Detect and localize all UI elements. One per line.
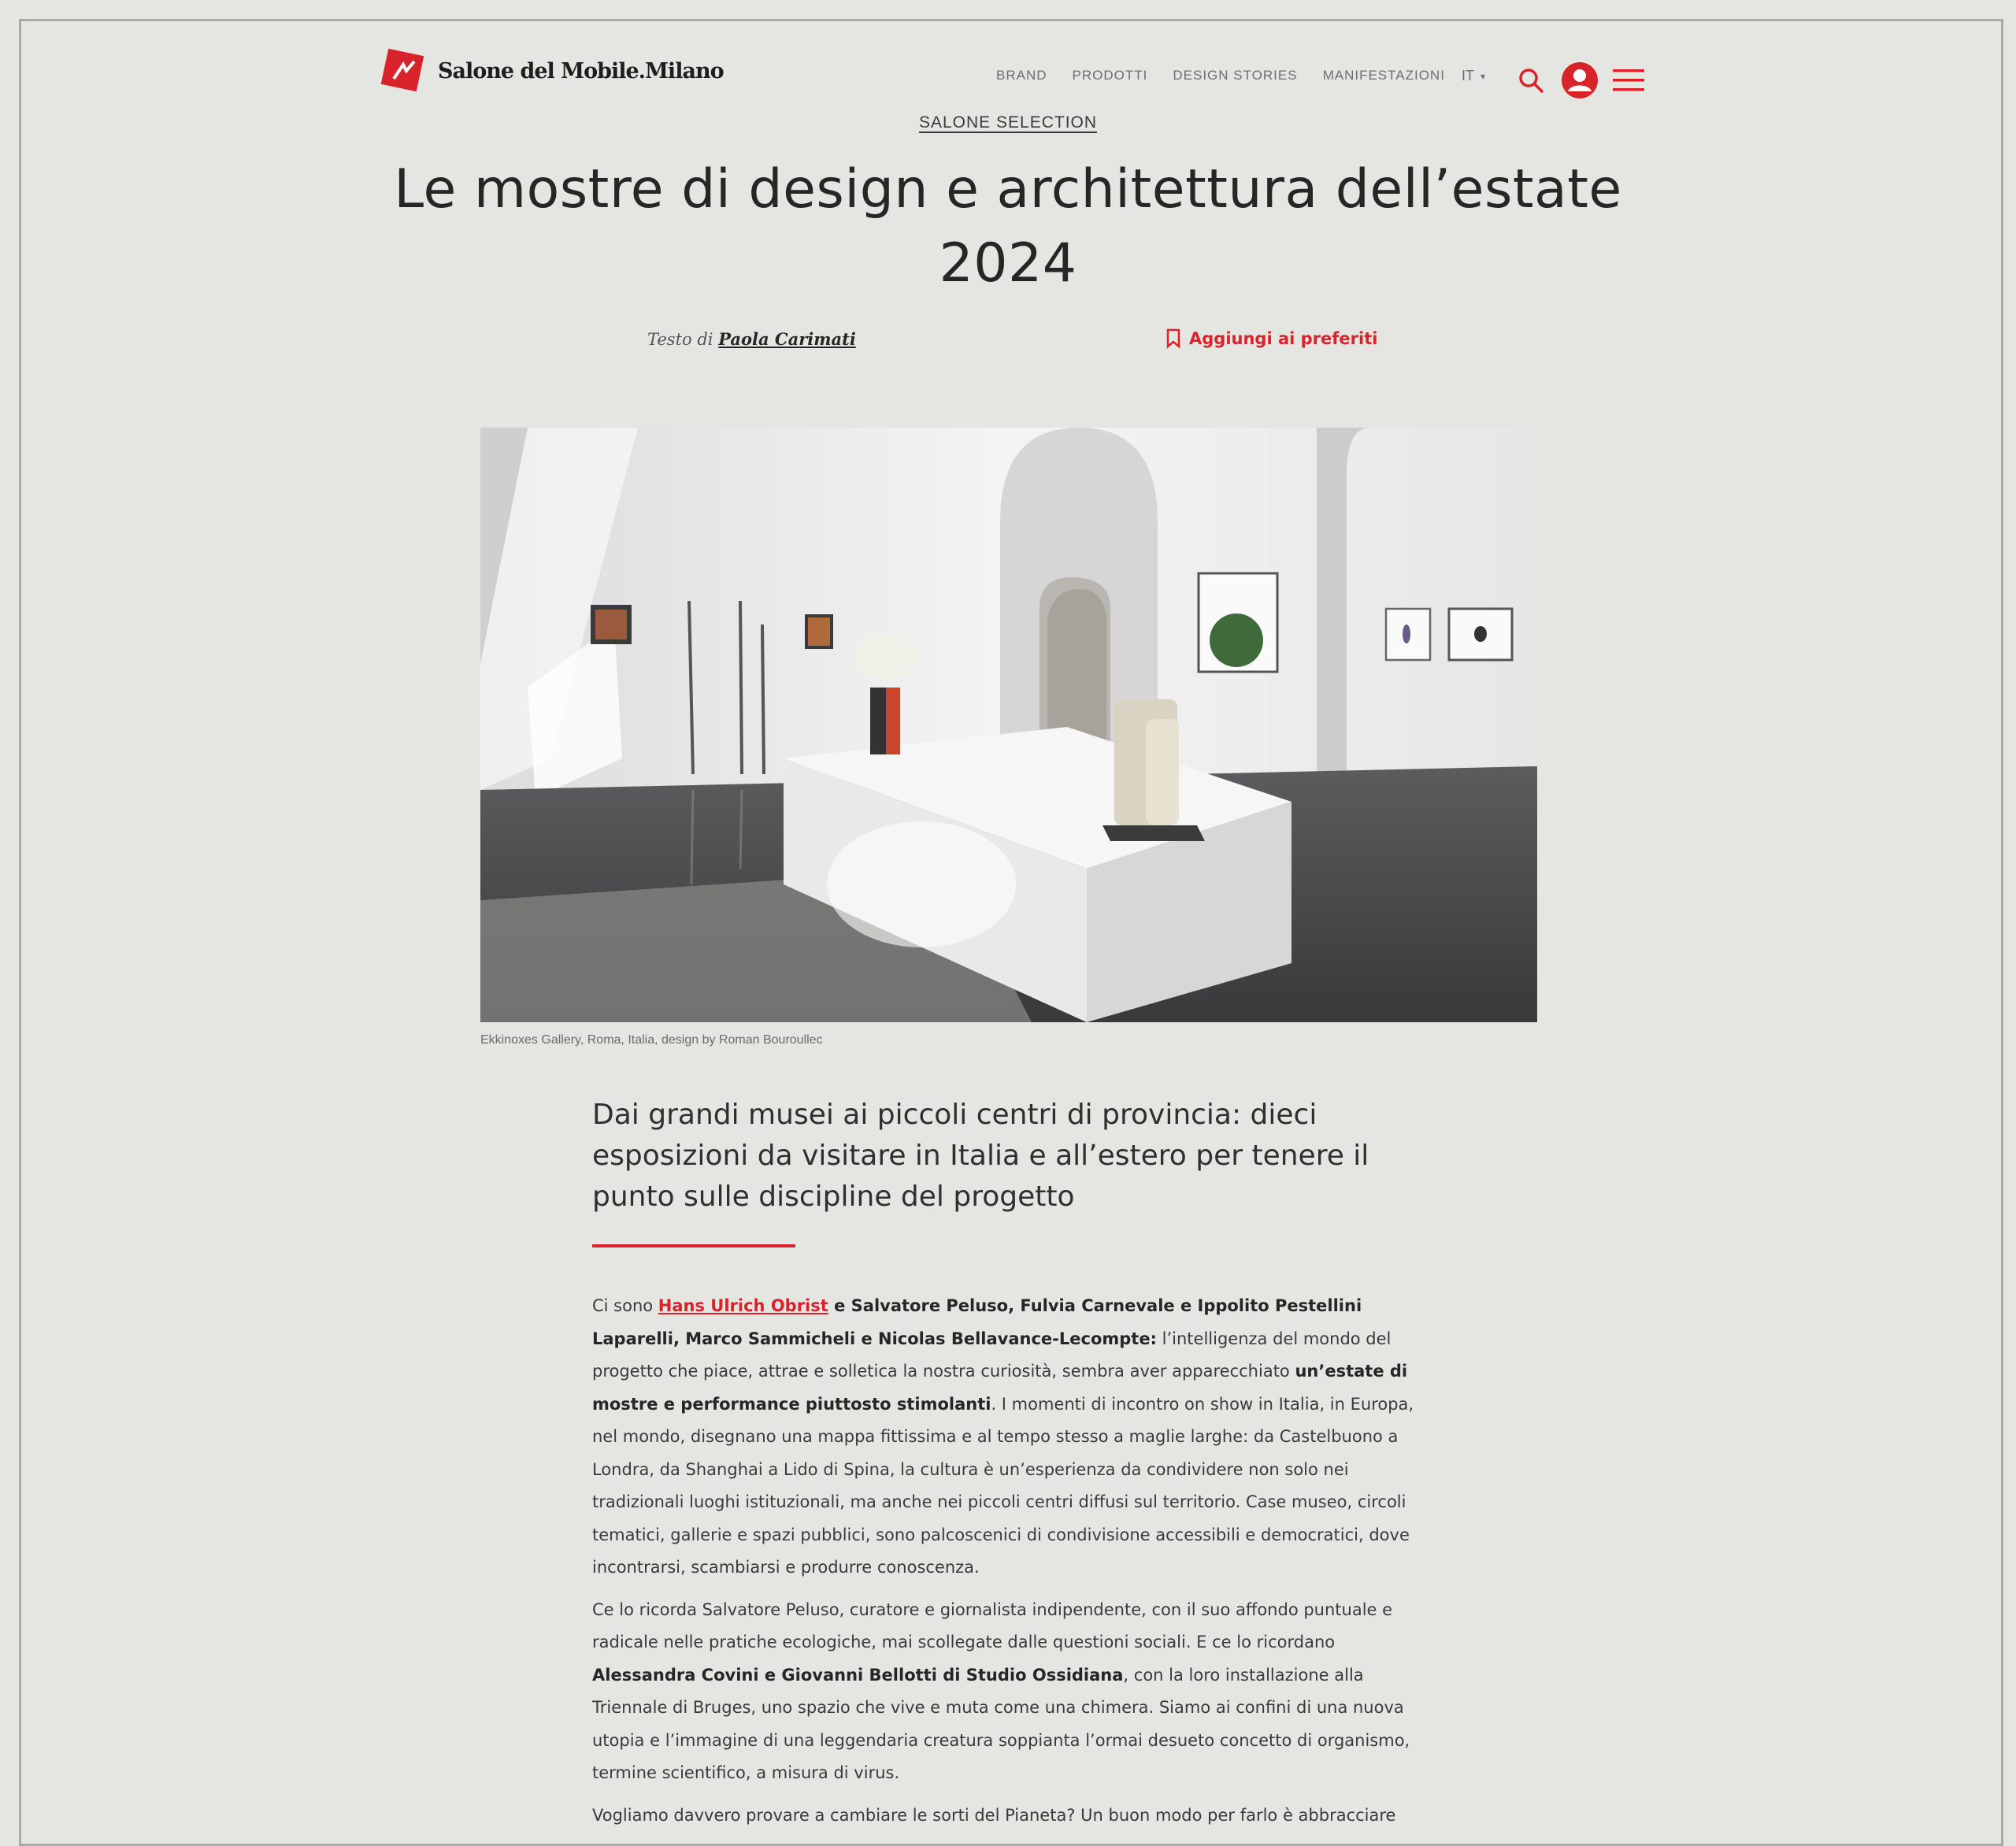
bold-run: un’estate di mostre e performance piuttosto stimolanti — [592, 1362, 1408, 1414]
image-caption: Ekkinoxes Gallery, Roma, Italia, design by Roman Bouroullec — [480, 1033, 823, 1047]
lead-divider — [592, 1244, 795, 1247]
language-selector[interactable] — [1462, 68, 1485, 84]
main-nav — [996, 68, 1445, 83]
nav-item-prodotti[interactable]: PRODOTTI — [1072, 68, 1148, 83]
user-icon[interactable] — [1561, 61, 1599, 99]
article-body — [592, 1290, 1429, 1841]
text-run: l’intelligenza del mondo del progetto che piace, attrae e solletica la nostra curiosità, sembra aver apparecchiato — [592, 1329, 1392, 1381]
nav-item-brand[interactable]: BRAND — [996, 68, 1047, 83]
logo-mark-icon — [380, 47, 427, 95]
language-label: IT — [1462, 68, 1474, 83]
article-title: Le mostre di design e architettura dell’estate 2024 — [394, 158, 1622, 295]
text-run: Ce lo ricorda Salvatore Peluso, curatore e giornalista indipendente, con il suo affondo puntuale e radicale nelle pratiche ecologiche, mai scollegate dalle questioni sociali. E ce lo ricordano — [592, 1599, 1393, 1651]
text-run: , con la loro installazione alla Triennale di Bruges, uno spazio che vive e muta come una chimera. Siamo ai confini di una nuova utopia e l’immagine di una leggendaria creatura soppianta l’ormai desueto concetto di organismo, termine scientifico, a misura di virus. — [592, 1665, 1410, 1782]
body-paragraph: Vogliamo davvero provare a cambiare le sorti del Pianeta? Un buon modo per farlo è abbracciare — [592, 1805, 1396, 1825]
site-logo[interactable] — [380, 47, 724, 95]
bold-run: e Salvatore Peluso, Fulvia Carnevale e Ippolito Pestellini Laparelli, Marco Sammicheli e Nicolas Bellavance-Lecompte: — [592, 1296, 1362, 1348]
article-lead: Dai grandi musei ai piccoli centri di provincia: dieci esposizioni da visitare in Italia e all’estero per tenere il punto sulle discipline del progetto — [592, 1099, 1369, 1213]
author-mention-link[interactable]: Hans Ulrich Obrist — [658, 1296, 828, 1315]
body-paragraph — [592, 1290, 1429, 1585]
body-paragraph — [592, 1594, 1429, 1790]
article-byline — [647, 329, 856, 349]
favorite-label: Aggiungi ai preferiti — [1189, 329, 1378, 348]
bookmark-icon — [1166, 328, 1181, 349]
text-run: . I momenti di incontro on show in Italia, in Europa, nel mondo, disegnano una mappa fittissima e al tempo stesso a maglie larghe: da Castelbuono a Londra, da Shanghai a Lido di Spina, la cultura è un’esperienza da condividere non solo nei tradizionali luoghi istituzionali, ma anche nei piccoli centri diffusi sul territorio. Case museo, circoli tematici, gallerie e spazi pubblici, sono palcoscenici di condivisione accessibili e democratici, dove incontrarsi, scambiarsi e produrre conoscenza. — [592, 1394, 1414, 1577]
byline-prefix: Testo di — [647, 330, 713, 349]
article-category-link[interactable]: SALONE SELECTION — [918, 113, 1098, 132]
logo-text: Salone del Mobile.Milano — [438, 58, 724, 83]
nav-item-manifestazioni[interactable]: MANIFESTAZIONI — [1322, 68, 1445, 83]
chevron-down-icon: ▾ — [1480, 71, 1486, 83]
hero-image — [480, 428, 1537, 1022]
search-icon[interactable] — [1517, 66, 1545, 95]
nav-item-design-stories[interactable]: DESIGN STORIES — [1173, 68, 1298, 83]
bold-run: Alessandra Covini e Giovanni Bellotti di Studio Ossidiana — [592, 1665, 1124, 1685]
text-run: Ci sono — [592, 1296, 658, 1315]
site-header — [0, 0, 2016, 118]
add-to-favorites-button[interactable] — [1166, 328, 1377, 349]
menu-icon[interactable] — [1613, 68, 1644, 93]
author-link[interactable]: Paola Carimati — [718, 329, 856, 349]
